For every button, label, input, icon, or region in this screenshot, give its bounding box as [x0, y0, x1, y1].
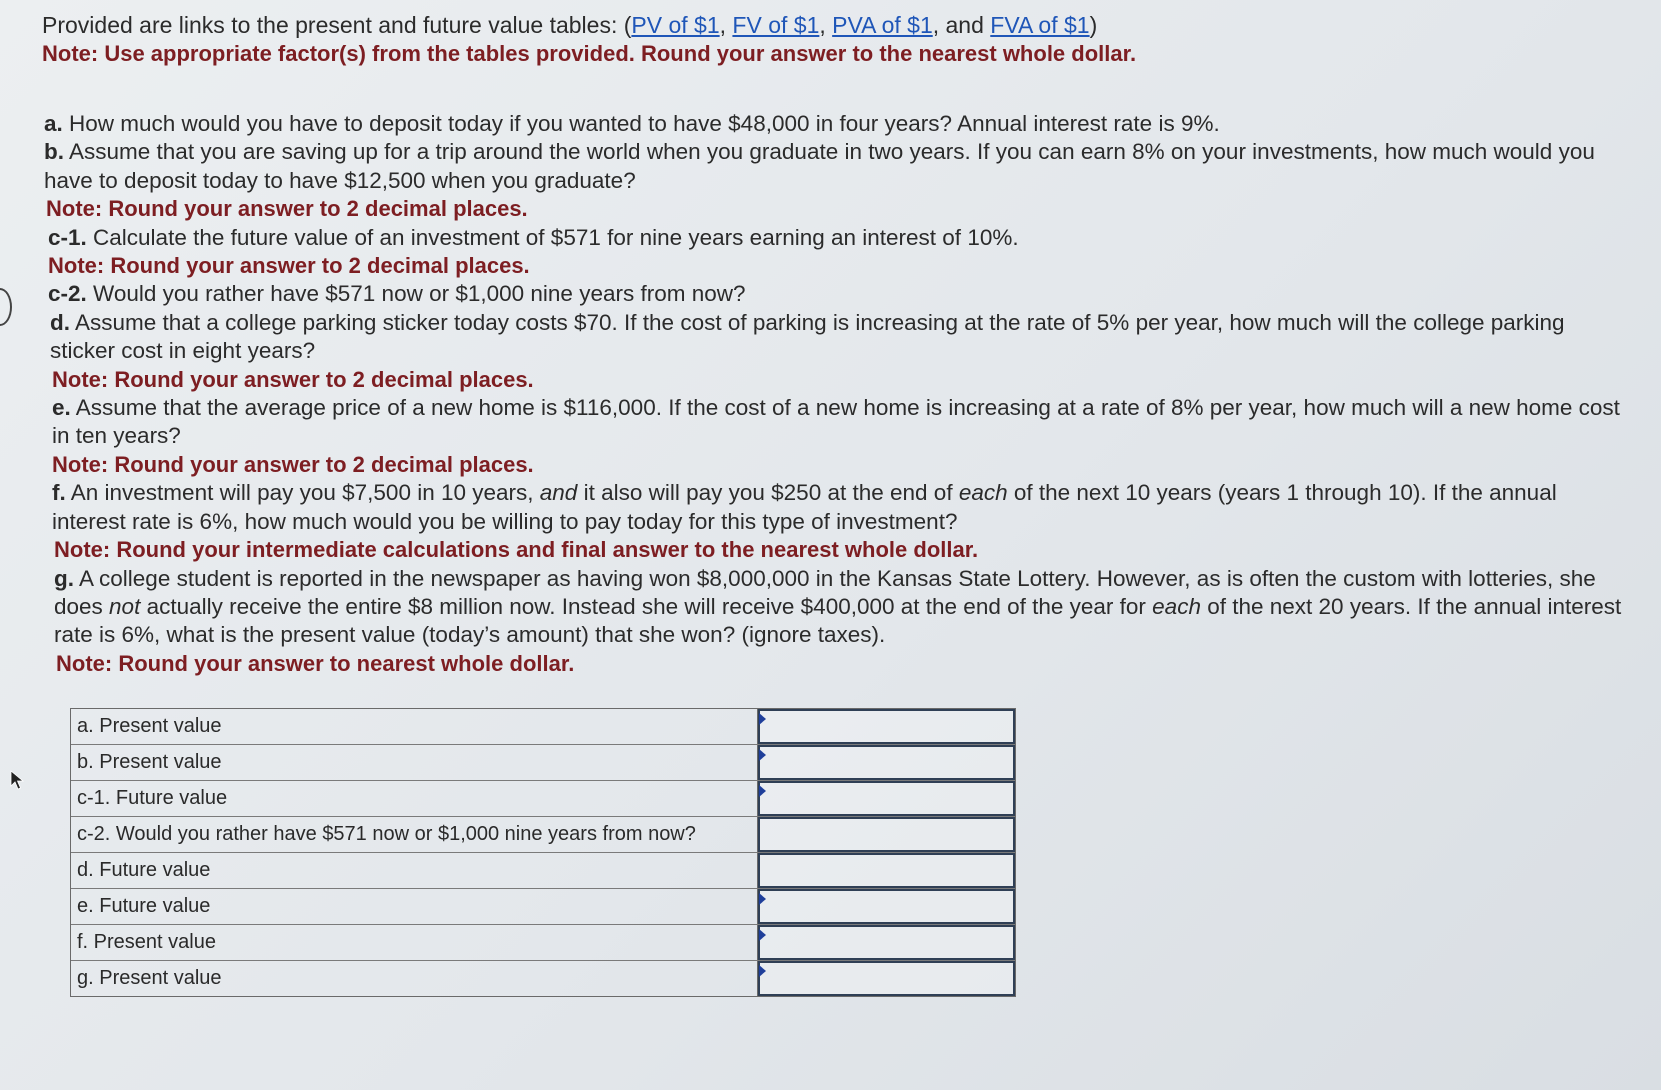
question-list: [42, 110, 1622, 678]
question-emphasis: each: [958, 480, 1008, 506]
question-text: A college student is reported in the newspaper as having won $8,000,000 in the Kansas State Lottery. However, as is often the custom with lotteries, she does: [54, 565, 1596, 619]
input-marker-icon: [759, 893, 766, 905]
question-g-note: Note: Round your answer to nearest whole dollar.: [56, 650, 575, 676]
question-emphasis: not: [109, 593, 141, 619]
link-pva-table[interactable]: PVA of $1: [832, 12, 933, 38]
intro-note: Note: Use appropriate factor(s) from the tables provided. Round your answer to the nearest whole dollar.: [42, 41, 1137, 66]
answer-cell: [758, 925, 1015, 960]
answer-table: [70, 708, 1016, 997]
answer-row-d: [71, 853, 1015, 889]
answer-label: d. Future value: [71, 853, 758, 888]
question-emphasis: each: [1152, 593, 1201, 619]
link-pv-table[interactable]: PV of $1: [631, 12, 720, 38]
answer-input-c2[interactable]: [758, 817, 1015, 852]
question-text: of the next 10 years (years 1 through 10). If the annual interest rate is 6%, how much would you be willing to pay today for this type of investment?: [52, 480, 1557, 534]
answer-row-f: [71, 925, 1015, 961]
answer-row-b: [71, 745, 1015, 781]
answer-input-c1[interactable]: [758, 781, 1015, 816]
question-label: f.: [52, 480, 66, 506]
question-text: actually receive the entire $8 million now. Instead she will receive $400,000 at the end of the year for: [140, 593, 1153, 619]
answer-label: e. Future value: [71, 889, 758, 924]
question-text: it also will pay you $250 at the end of: [577, 480, 959, 506]
question-c1-note: Note: Round your answer to 2 decimal places.: [48, 253, 530, 279]
answer-cell: [758, 781, 1015, 816]
question-text: How much would you have to deposit today if you wanted to have $48,000 in four years? Annual interest rate is 9%.: [62, 111, 1220, 136]
question-label: a.: [44, 111, 63, 136]
answer-cell: [758, 961, 1015, 996]
answer-cell: [758, 853, 1015, 888]
answer-input-b[interactable]: [758, 745, 1015, 780]
question-label: b.: [44, 139, 64, 165]
link-fva-table[interactable]: FVA of $1: [990, 12, 1090, 38]
input-marker-icon: [759, 785, 766, 797]
answer-input-e[interactable]: [758, 889, 1015, 924]
answer-label: g. Present value: [71, 961, 758, 996]
question-f: [42, 479, 1622, 536]
mouse-pointer-icon: [10, 770, 26, 790]
question-text: of the next 20 years. If the annual interest rate is 6%, what is the present value (today’s amount) that she won? (ignore taxes).: [54, 593, 1622, 648]
question-text: Assume that the average price of a new home is $116,000. If the cost of a new home is increasing at a rate of 8% per year, how much will a new home cost in ten years?: [52, 395, 1620, 449]
answer-cell: [758, 709, 1015, 744]
answer-label: a. Present value: [71, 709, 758, 744]
intro-separator: , and: [932, 12, 991, 38]
link-fv-table[interactable]: FV of $1: [732, 12, 820, 38]
question-b-note: Note: Round your answer to 2 decimal places.: [46, 196, 528, 222]
answer-cell: [758, 817, 1015, 852]
answer-row-a: [71, 709, 1015, 745]
answer-input-f[interactable]: [758, 925, 1015, 960]
problem-content: [42, 10, 1622, 678]
partial-circle-decoration: [0, 288, 12, 326]
answer-label: f. Present value: [71, 925, 758, 960]
question-text: Calculate the future value of an investment of $571 for nine years earning an interest of 10%.: [86, 224, 1019, 250]
answer-input-a[interactable]: [758, 709, 1015, 744]
input-marker-icon: [759, 965, 766, 977]
answer-label: c-1. Future value: [71, 781, 758, 816]
intro-separator: ,: [719, 12, 733, 38]
question-text: Would you rather have $571 now or $1,000 nine years from now?: [86, 281, 746, 307]
intro-line: [42, 10, 1622, 40]
answer-input-g[interactable]: [758, 961, 1015, 996]
answer-row-c2: [71, 817, 1015, 853]
question-e-note: Note: Round your answer to 2 decimal places.: [52, 451, 534, 477]
question-b: [42, 138, 1622, 195]
question-text: Assume that you are saving up for a trip around the world when you graduate in two years. If you can earn 8% on your investments, how much would you have to deposit today to have $12,500 when you graduate?: [44, 139, 1595, 193]
question-label: c-2.: [48, 281, 87, 307]
answer-row-g: [71, 961, 1015, 996]
question-text: An investment will pay you $7,500 in 10 years,: [65, 480, 540, 506]
question-f-note: Note: Round your intermediate calculations and final answer to the nearest whole dollar.: [54, 537, 979, 563]
question-text: Assume that a college parking sticker today costs $70. If the cost of parking is increasing at the rate of 5% per year, how much will the college parking sticker cost in eight years?: [50, 309, 1565, 364]
question-label: e.: [52, 395, 71, 421]
question-label: c-1.: [48, 224, 87, 250]
intro-separator: ,: [819, 12, 833, 38]
question-d: [42, 309, 1622, 366]
question-label: g.: [54, 565, 74, 591]
intro-suffix: ): [1089, 12, 1098, 38]
answer-label: c-2. Would you rather have $571 now or $1,000 nine years from now?: [71, 817, 758, 852]
question-emphasis: and: [539, 480, 578, 506]
question-d-note: Note: Round your answer to 2 decimal places.: [52, 366, 534, 392]
input-marker-icon: [759, 749, 766, 761]
answer-cell: [758, 889, 1015, 924]
answer-row-e: [71, 889, 1015, 925]
input-marker-icon: [759, 713, 766, 725]
intro-prefix: Provided are links to the present and future value tables: (: [42, 12, 632, 38]
question-c2: [42, 280, 1622, 308]
question-c1: [42, 224, 1622, 252]
question-e: [42, 394, 1622, 451]
question-g: [42, 565, 1622, 650]
input-marker-icon: [759, 929, 766, 941]
answer-input-d[interactable]: [758, 853, 1015, 888]
answer-row-c1: [71, 781, 1015, 817]
question-a: [42, 110, 1622, 138]
answer-label: b. Present value: [71, 745, 758, 780]
answer-cell: [758, 745, 1015, 780]
question-label: d.: [50, 309, 70, 335]
